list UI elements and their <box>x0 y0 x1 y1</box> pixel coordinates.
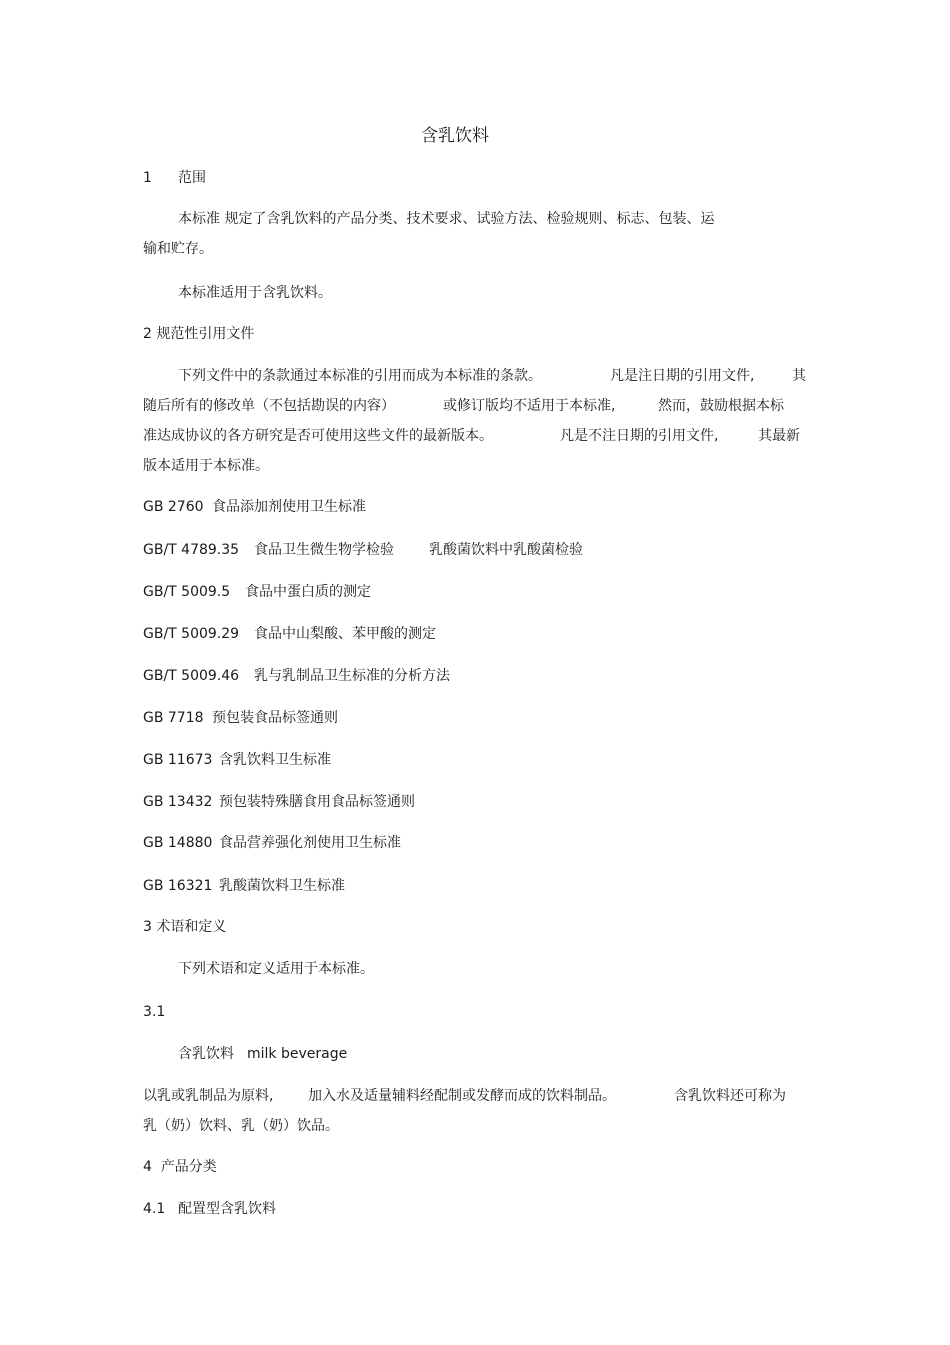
doc-title: 含乳饮料 <box>421 126 489 146</box>
section-2-para-line-1a: 下列文件中的条款通过本标准的引用而成为本标准的条款。 <box>178 368 542 384</box>
ref-code: GB 13432 <box>143 794 213 810</box>
section-2-para-line-2b: 或修订版均不适用于本标准, <box>443 398 616 414</box>
section-2-para-line-2a: 随后所有的修改单（不包括勘误的内容） <box>143 398 395 414</box>
ref-code: GB/T 5009.29 <box>143 626 240 642</box>
ref-code: GB 14880 <box>143 835 213 851</box>
ref-name: 预包装特殊膳食用食品标签通则 <box>219 794 415 810</box>
ref-name: 乳与乳制品卫生标准的分析方法 <box>254 668 450 684</box>
section-2-para-line-1c: 其 <box>792 368 806 384</box>
ref-code: GB/T 4789.35 <box>143 542 240 558</box>
term-definition-line-1a: 以乳或乳制品为原料, <box>143 1088 274 1104</box>
ref-code: GB 7718 <box>143 710 204 726</box>
section-2-para-line-3c: 其最新 <box>758 428 800 444</box>
section-3-1-number: 3.1 <box>143 1004 166 1020</box>
term-definition-line-1b: 加入水及适量辅料经配制或发酵而成的饮料制品。 <box>308 1088 616 1104</box>
section-2-title: 2 规范性引用文件 <box>143 326 255 342</box>
ref-code: GB 2760 <box>143 499 204 515</box>
ref-name: 含乳饮料卫生标准 <box>219 752 331 768</box>
section-1-title: 范围 <box>178 170 206 186</box>
ref-name: 食品中山梨酸、苯甲酸的测定 <box>254 626 436 642</box>
ref-code: GB 11673 <box>143 752 213 768</box>
ref-code: GB 16321 <box>143 878 213 894</box>
section-1-para-2: 本标准适用于含乳饮料。 <box>178 285 332 301</box>
term-name-en: milk beverage <box>247 1046 348 1062</box>
term-definition-line-1c: 含乳饮料还可称为 <box>674 1088 786 1104</box>
ref-name: 乳酸菌饮料卫生标准 <box>219 878 345 894</box>
section-3-para: 下列术语和定义适用于本标准。 <box>178 961 374 977</box>
section-4-1-number: 4.1 <box>143 1201 166 1217</box>
section-3-title: 3 术语和定义 <box>143 919 227 935</box>
ref-name: 预包装食品标签通则 <box>212 710 338 726</box>
section-2-para-line-3a: 准达成协议的各方研究是否可使用这些文件的最新版本。 <box>143 428 493 444</box>
section-1-number: 1 <box>143 170 152 186</box>
section-2-para-line-3b: 凡是不注日期的引用文件, <box>560 428 719 444</box>
section-2-para-line-4: 版本适用于本标准。 <box>143 458 269 474</box>
section-2-para-line-2c: 然而，鼓励根据本标 <box>658 398 784 414</box>
term-definition-line-2: 乳（奶）饮料、乳（奶）饮品。 <box>143 1118 339 1134</box>
section-4-title: 4 产品分类 <box>143 1159 217 1175</box>
term-name: 含乳饮料 <box>178 1046 234 1062</box>
section-4-1-title: 配置型含乳饮料 <box>178 1201 276 1217</box>
ref-name-2: 乳酸菌饮料中乳酸菌检验 <box>429 542 583 558</box>
ref-name: 食品添加剂使用卫生标准 <box>212 499 366 515</box>
ref-code: GB/T 5009.5 <box>143 584 231 600</box>
section-1-para-1-line-2: 输和贮存。 <box>143 241 213 257</box>
section-1-para-1-line-1: 本标准 规定了含乳饮料的产品分类、技术要求、试验方法、检验规则、标志、包装、运 <box>178 211 715 227</box>
ref-code: GB/T 5009.46 <box>143 668 240 684</box>
ref-name: 食品中蛋白质的测定 <box>245 584 371 600</box>
ref-name: 食品卫生微生物学检验 <box>254 542 394 558</box>
section-2-para-line-1b: 凡是注日期的引用文件, <box>610 368 755 384</box>
ref-name: 食品营养强化剂使用卫生标准 <box>219 835 401 851</box>
